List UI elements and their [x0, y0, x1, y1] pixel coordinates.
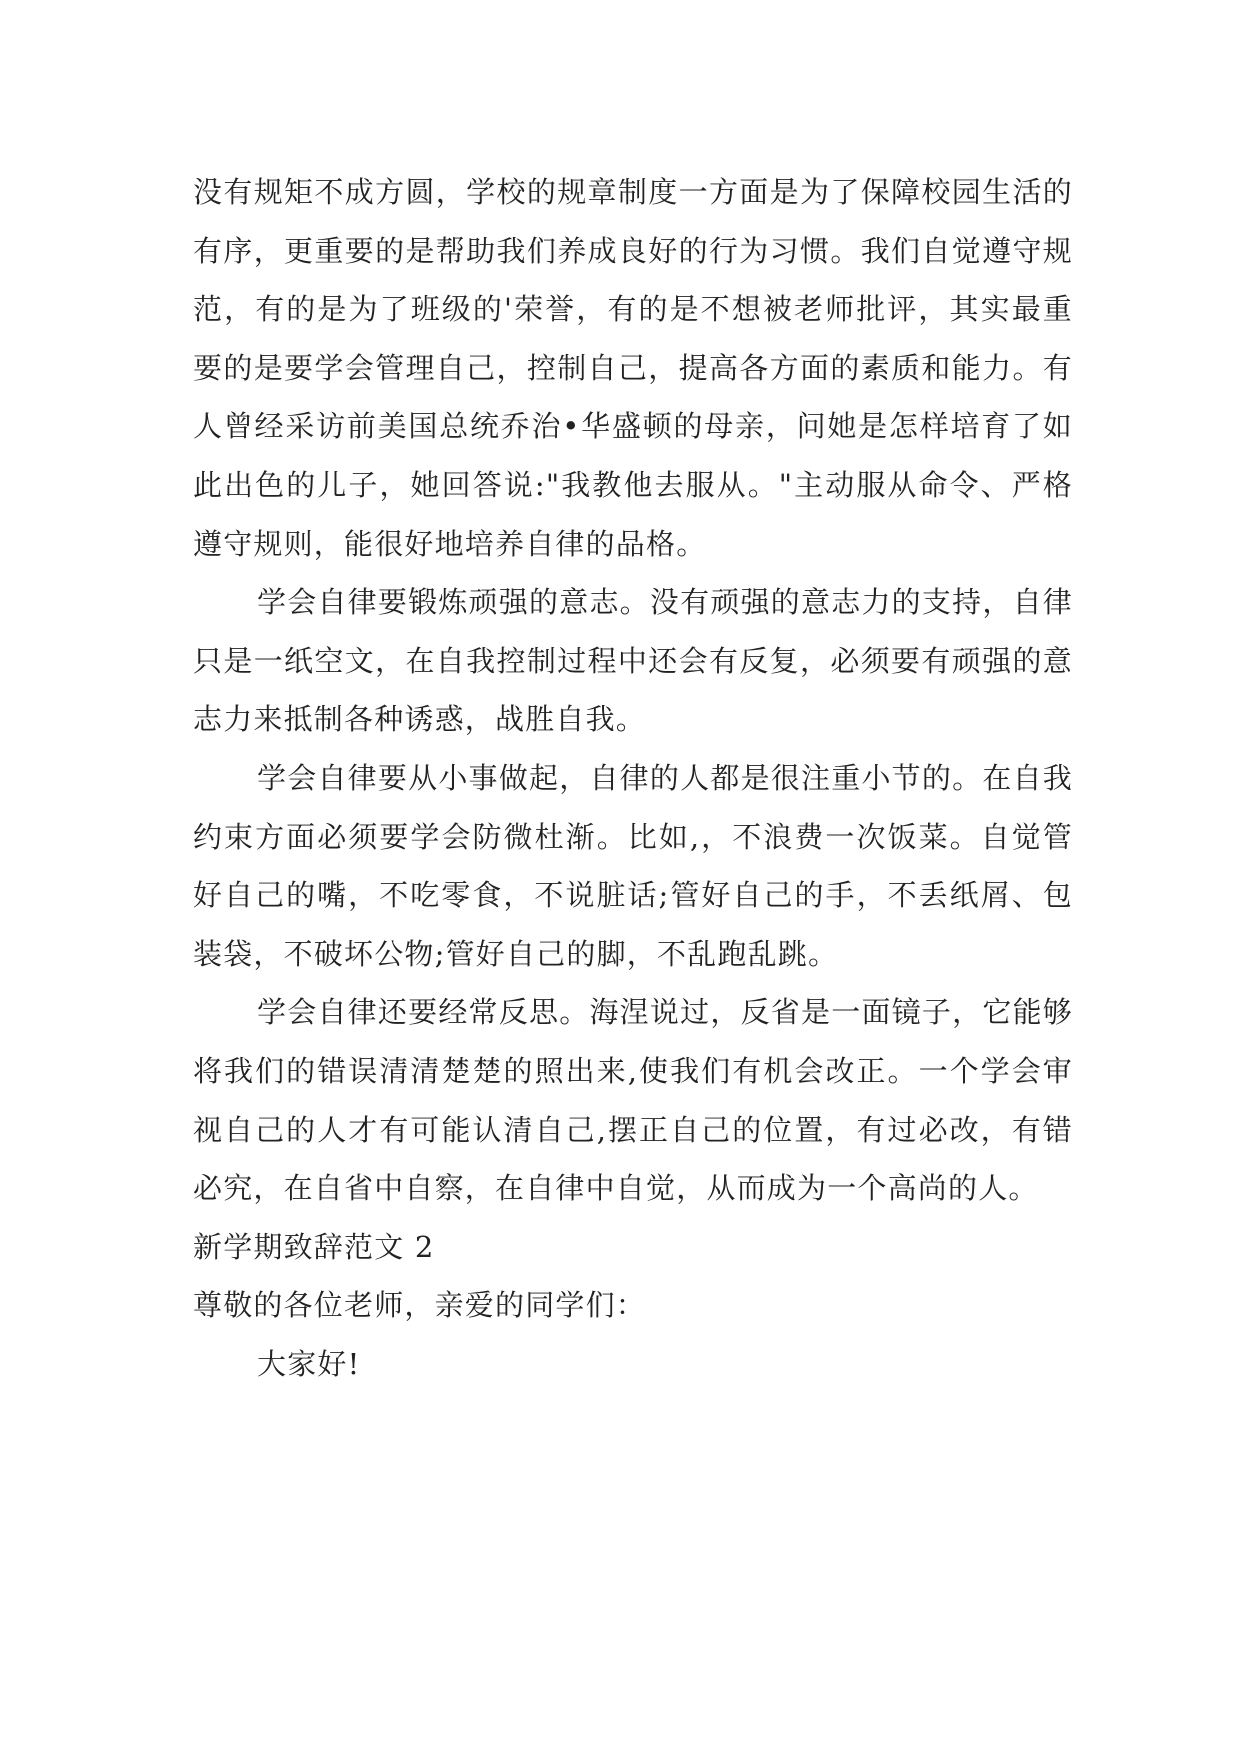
section-title: 新学期致辞范文 2	[193, 1229, 435, 1264]
greeting: 大家好!	[257, 1346, 361, 1381]
paragraph-willpower: 学会自律要锻炼顽强的意志。没有顽强的意志力的支持，自律只是一纸空文，在自我控制过程中还会有反复，必须要有顽强的意志力来抵制各种诱惑，战胜自我。	[193, 585, 1073, 737]
salutation: 尊敬的各位老师，亲爱的同学们：	[193, 1288, 647, 1323]
paragraph-discipline-rules: 没有规矩不成方圆，学校的规章制度一方面是为了保障校园生活的有序，更重要的是帮助我们养成良好的行为习惯。我们自觉遵守规范，有的是为了班级的'荣誉，有的是不想被老师批评，其实最重要的是要学会管理自己，控制自己，提高各方面的素质和能力。有人曾经采访前美国总统乔治•华盛顿的母亲，问她是怎样培育了如此出色的儿子，她回答说:"我教他去服从。"主动服从命令、严格遵守规则，能很好地培养自律的品格。	[193, 175, 1073, 561]
paragraph-small-things: 学会自律要从小事做起，自律的人都是很注重小节的。在自我约束方面必须要学会防微杜渐。比如,，不浪费一次饭菜。自觉管好自己的嘴，不吃零食，不说脏话;管好自己的手，不丢纸屑、包装袋，不破坏公物;管好自己的脚，不乱跑乱跳。	[193, 760, 1073, 971]
paragraph-reflection: 学会自律还要经常反思。海涅说过，反省是一面镜子，它能够将我们的错误清清楚楚的照出来,使我们有机会改正。一个学会审视自己的人才有可能认清自己,摆正自己的位置，有过必改，有错必究，在自省中自察，在自律中自觉，从而成为一个高尚的人。	[193, 995, 1073, 1206]
document-body	[193, 163, 1073, 1393]
